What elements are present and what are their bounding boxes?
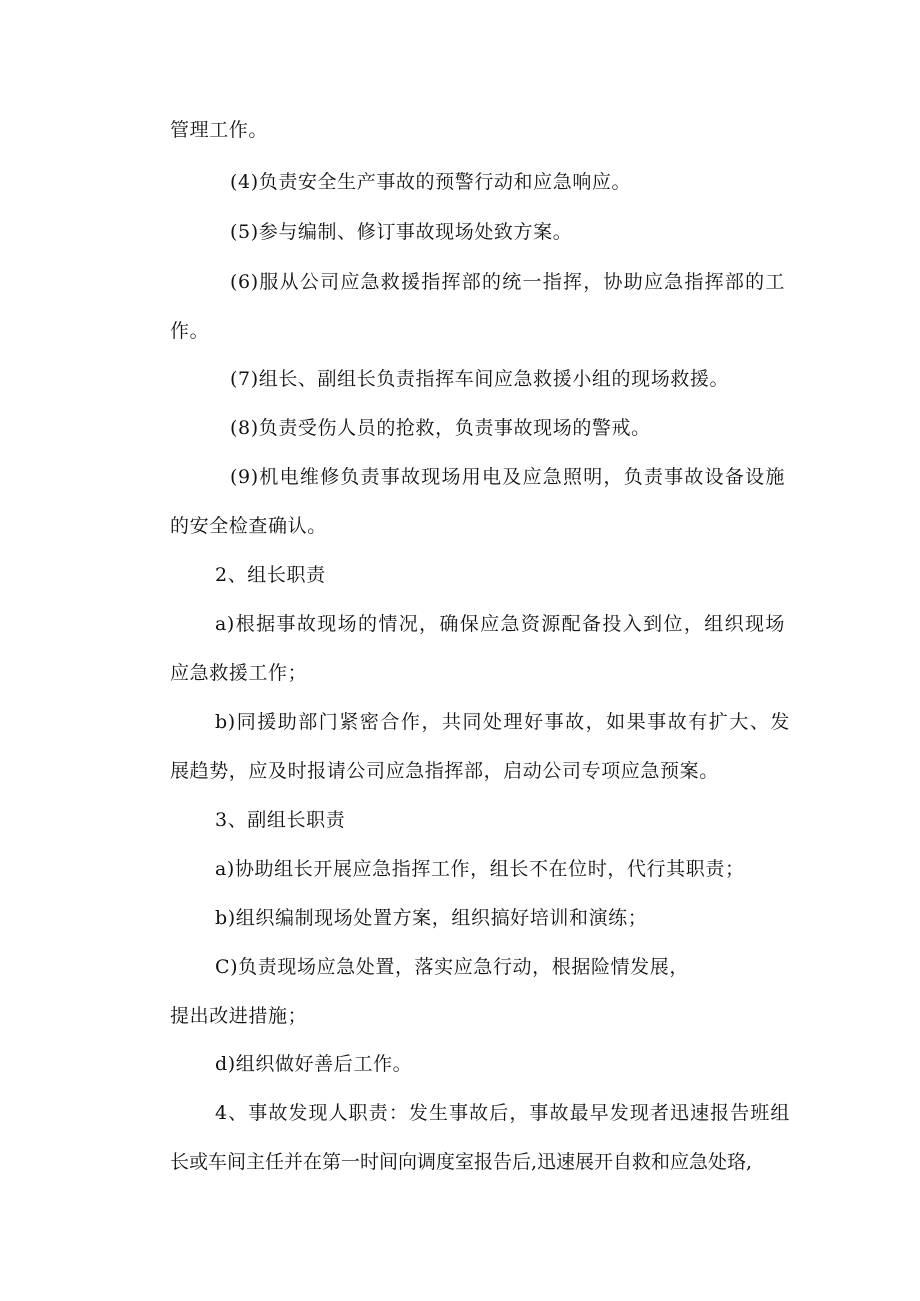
text-line: d)组织做好善后工作。 xyxy=(215,1053,413,1075)
text-line: 展趋势，应及时报请公司应急指挥部，启动公司专项应急预案。 xyxy=(170,760,719,782)
text-line: 提出改进措施； xyxy=(170,1005,308,1027)
text-line: (9)机电维修负责事故现场用电及应急照明，负责事故设备设施 xyxy=(230,466,785,488)
text-line: 管理工作。 xyxy=(170,119,269,141)
text-line: (8)负责受伤人员的抢救，负责事故现场的警戒。 xyxy=(230,417,651,439)
text-line: (4)负责安全生产事故的预警行动和应急响应。 xyxy=(230,171,632,193)
text-line: (6)服从公司应急救援指挥部的统一指挥，协助应急指挥部的工 xyxy=(230,271,785,293)
text-line: 长或车间主任并在第一时间向调度室报告后,迅速展开自救和应急处珞, xyxy=(170,1151,753,1173)
text-line: a)根据事故现场的情况，确保应急资源配备投入到位，组织现场 xyxy=(215,613,785,635)
text-line: 作。 xyxy=(170,320,210,342)
text-line: 4、事故发现人职责：发生事故后，事故最早发现者迅速报告班组 xyxy=(215,1102,790,1124)
text-line: (7)组长、副组长负责指挥车间应急救援小组的现场救援。 xyxy=(230,368,730,390)
section-heading: 3、副组长职责 xyxy=(215,809,346,831)
text-line: 应急救援工作； xyxy=(170,662,308,684)
text-line: b)同援助部门紧密合作，共同处理好事故，如果事故有扩大、发 xyxy=(215,711,790,733)
text-line: C)负责现场应急处置，落实应急行动，根据险情发展， xyxy=(215,956,689,978)
text-line: a)协助组长开展应急指挥工作，组长不在位时，代行其职责； xyxy=(215,858,745,880)
text-line: (5)参与编制、修订事故现场处致方案。 xyxy=(230,221,573,243)
text-line: 的安全检查确认。 xyxy=(170,515,327,537)
section-heading: 2、组长职责 xyxy=(215,564,326,586)
text-line: b)组织编制现场处置方案，组织搞好培训和演练； xyxy=(215,907,648,929)
